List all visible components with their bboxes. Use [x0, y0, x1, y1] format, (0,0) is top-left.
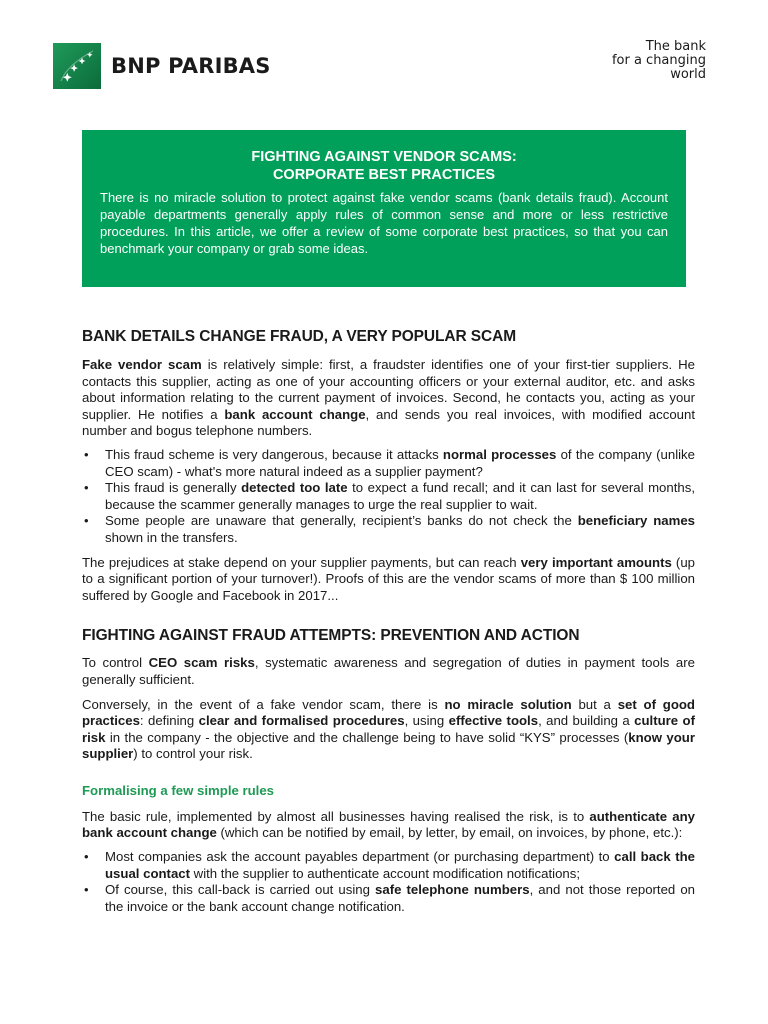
tagline-line-2: for a changing	[611, 53, 706, 68]
text: , and not those reported on the invoice or the bank account change notification.	[105, 882, 695, 914]
text: To control	[82, 655, 149, 671]
text: The prejudices at stake depend on your supplier payments, but can reach	[82, 554, 521, 570]
text: is relatively simple: first, a fraudster identifies one of your first-tier suppliers. He contacts this supplier, acting as one of your accounting officers or your external auditor, etc. and asks about information relating to the current payment of invoices. Second, he contacts you, acting as your supplier. He notifies a	[82, 357, 695, 422]
list-item	[82, 849, 695, 882]
text: Some people are unaware that generally, recipient’s banks do not check the	[105, 513, 578, 529]
subheading-simple-rules: Formalising a few simple rules	[82, 782, 275, 798]
text: of the company (unlike CEO scam) - what's more natural indeed as a supplier payment?	[105, 446, 695, 479]
bold-text: authenticate any bank account change	[82, 808, 695, 841]
article-body	[82, 327, 695, 915]
bold-text: bank account change	[224, 406, 366, 422]
stars-logo-icon	[53, 43, 101, 89]
bold-text: Fake vendor scam	[82, 357, 202, 372]
section-heading-fighting-fraud: FIGHTING AGAINST FRAUD ATTEMPTS: PREVENTION AND ACTION	[82, 627, 580, 645]
text: (which can be notified by email, by letter, by email, on invoices, by phone, etc.):	[216, 825, 683, 841]
bold-text: call back the usual contact	[105, 849, 695, 881]
bold-text: culture of risk	[82, 713, 695, 745]
list-item	[82, 480, 695, 513]
list-item	[82, 447, 695, 480]
text: with the supplier to authenticate account modification notifications;	[190, 865, 581, 881]
banner-title-line-1: FIGHTING AGAINST VENDOR SCAMS:	[251, 149, 517, 165]
brand-name: BNP PARIBAS	[111, 54, 271, 78]
bold-text: clear and formalised procedures	[198, 713, 405, 729]
tagline-line-1: The bank	[645, 39, 706, 54]
bold-text: CEO scam risks	[148, 655, 255, 671]
section-heading-bank-details-fraud: BANK DETAILS CHANGE FRAUD, A VERY POPULAR SCAM	[82, 328, 517, 345]
text: This fraud is generally	[105, 480, 242, 496]
bullet-list-fraud-facts	[82, 447, 695, 547]
text: Conversely, in the event of a fake vendor scam, there is	[82, 696, 445, 712]
text: , using	[404, 713, 449, 729]
bold-text: set of good practices	[82, 696, 695, 729]
intro-banner	[82, 130, 686, 287]
bullet-list-call-back	[82, 849, 695, 915]
paragraph-basic-rule	[82, 809, 695, 842]
text: shown in the transfers.	[105, 529, 238, 545]
bold-text: very important amounts	[520, 554, 672, 570]
bold-text: know your supplier	[82, 729, 695, 762]
bold-text: effective tools	[448, 713, 539, 729]
list-item	[82, 882, 695, 915]
bold-text: safe telephone numbers	[375, 882, 530, 898]
banner-text: There is no miracle solution to protect against fake vendor scams (bank details fraud). Account payable departments generally apply rules of common sense and more or less restrictive procedures. In this article, we offer a review of some corporate best practices, so that you can benchmark your company or grab some ideas.	[100, 190, 668, 256]
paragraph-prejudices	[82, 555, 695, 605]
bold-text: normal processes	[442, 446, 557, 462]
text: , and sends you real invoices, with modified account number and bogus telephone numbers.	[82, 406, 695, 439]
text: to expect a fund recall; and it can last for several months, because the scammer generally manages to urge the real supplier to wait.	[105, 480, 695, 512]
tagline-line-3: world	[670, 67, 706, 82]
text: (up to a significant portion of your turnover!). Proofs of this are the vendor scams of more than $ 100 million suffered by Google and Facebook in 2017...	[82, 554, 695, 603]
text: but a	[571, 696, 618, 712]
text: : defining	[139, 713, 199, 729]
banner-title-line-2: CORPORATE BEST PRACTICES	[272, 167, 496, 183]
text: ) to control your risk.	[133, 746, 253, 762]
bold-text: beneficiary names	[577, 513, 695, 529]
paragraph-good-practices	[82, 697, 695, 763]
text: Most companies ask the account payables department (or purchasing department) to	[105, 849, 615, 865]
text: in the company - the objective and the challenge being to have solid “KYS” processes (	[105, 729, 629, 745]
text: This fraud scheme is very dangerous, because it attacks	[105, 446, 443, 462]
text: Of course, this call-back is carried out using	[105, 882, 376, 898]
paragraph-fake-vendor-scam	[82, 357, 695, 440]
bnp-paribas-logo	[53, 43, 271, 89]
text: The basic rule, implemented by almost all businesses having realised the risk, is to	[82, 808, 590, 824]
tagline	[612, 40, 706, 82]
bold-text: no miracle solution	[444, 696, 572, 712]
bold-text: detected too late	[241, 480, 348, 496]
text: , systematic awareness and segregation of duties in payment tools are generally sufficient.	[82, 655, 695, 687]
paragraph-ceo-scam	[82, 655, 695, 688]
banner-title	[100, 148, 668, 184]
text: , and building a	[538, 713, 635, 729]
list-item	[82, 513, 695, 546]
